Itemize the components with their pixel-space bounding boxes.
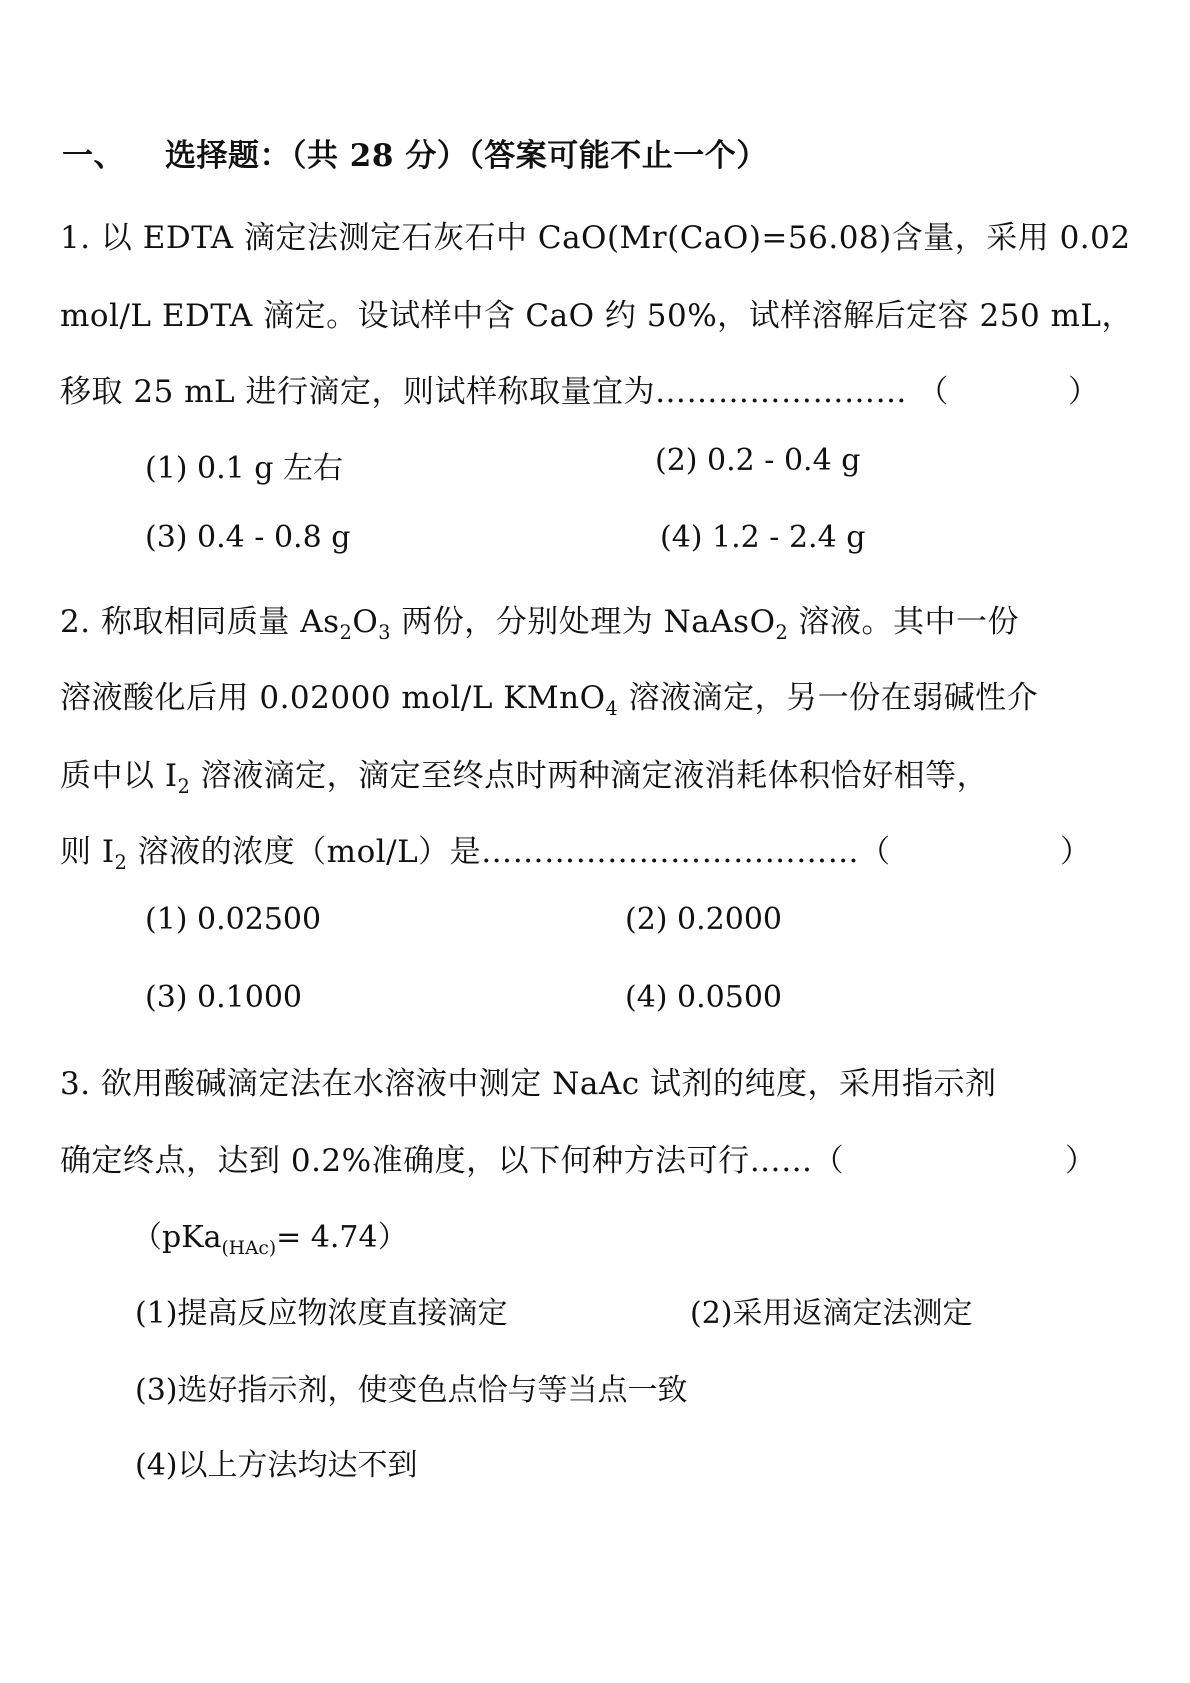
question-1-option-4: (4) 1.2 - 2.4 g	[660, 520, 866, 555]
text-segment: 溶液滴定，滴定至终点时两种滴定液消耗体积恰好相等，	[190, 758, 989, 794]
question-2-line-2	[60, 672, 1038, 720]
text-segment: 两份，分别处理为 NaAsO	[390, 604, 776, 640]
question-3-pka-note	[132, 1212, 408, 1259]
text-segment: 2. 称取相同质量 As	[60, 604, 340, 640]
text-segment: 溶液滴定，另一份在弱碱性介	[618, 680, 1039, 716]
text-segment: 溶液的浓度（mol/L）是………………………………（	[127, 834, 891, 870]
text-segment: （pKa	[132, 1220, 222, 1255]
section-heading	[62, 130, 768, 175]
question-2-option-3: (3) 0.1000	[145, 980, 303, 1015]
section-number: 一、	[62, 138, 125, 174]
question-1-option-2: (2) 0.2 - 0.4 g	[655, 443, 861, 478]
question-1-line-3: 移取 25 mL 进行滴定，则试样称取量宜为…………………… （	[60, 374, 949, 410]
question-2-answer-close: ）	[1060, 834, 1091, 870]
text-segment: 质中以 I	[60, 758, 178, 794]
question-2-option-4: (4) 0.0500	[625, 980, 783, 1015]
question-1-option-1: (1) 0.1 g 左右	[145, 451, 344, 486]
text-segment: 溶液酸化后用 0.02000 mol/L KMnO	[60, 680, 606, 716]
question-2-line-3	[60, 750, 988, 798]
text-segment: 溶液。其中一份	[788, 604, 1020, 640]
text-segment: O	[352, 604, 379, 640]
subscript: 4	[605, 697, 619, 721]
subscript: 2	[775, 621, 789, 645]
question-3-line-1: 3. 欲用酸碱滴定法在水溶液中测定 NaAc 试剂的纯度，采用指示剂	[60, 1066, 997, 1102]
subscript: 2	[114, 851, 128, 875]
question-3-option-1: (1)提高反应物浓度直接滴定	[135, 1296, 508, 1331]
question-2-line-1	[60, 596, 1019, 644]
question-2-option-1: (1) 0.02500	[145, 902, 322, 937]
question-1-line-2: mol/L EDTA 滴定。设试样中含 CaO 约 50%，试样溶解后定容 250 mL，	[60, 298, 1134, 334]
subscript: (HAc)	[221, 1238, 277, 1259]
question-3-option-3: (3)选好指示剂，使变色点恰与等当点一致	[135, 1373, 688, 1408]
question-3-option-4: (4)以上方法均达不到	[135, 1448, 418, 1483]
subscript: 2	[177, 775, 191, 799]
question-1-answer-close: ）	[1068, 374, 1099, 410]
subscript: 3	[378, 621, 391, 645]
question-1-line-1: 1. 以 EDTA 滴定法测定石灰石中 CaO(Mr(CaO)=56.08)含量，采用 0.02	[60, 220, 1131, 256]
question-2-line-4	[60, 826, 891, 874]
question-2-option-2: (2) 0.2000	[625, 902, 783, 937]
question-3-line-2: 确定终点，达到 0.2%准确度，以下何种方法可行……（	[60, 1143, 845, 1179]
question-1-option-3: (3) 0.4 - 0.8 g	[145, 520, 351, 555]
text-segment: = 4.74）	[276, 1220, 408, 1255]
subscript: 2	[339, 621, 353, 645]
text-segment: 则 I	[60, 834, 115, 870]
section-title: 选择题：（共 28 分）（答案可能不止一个）	[165, 138, 768, 174]
question-3-option-2: (2)采用返滴定法测定	[690, 1296, 973, 1331]
question-3-answer-close: ）	[1065, 1143, 1096, 1179]
